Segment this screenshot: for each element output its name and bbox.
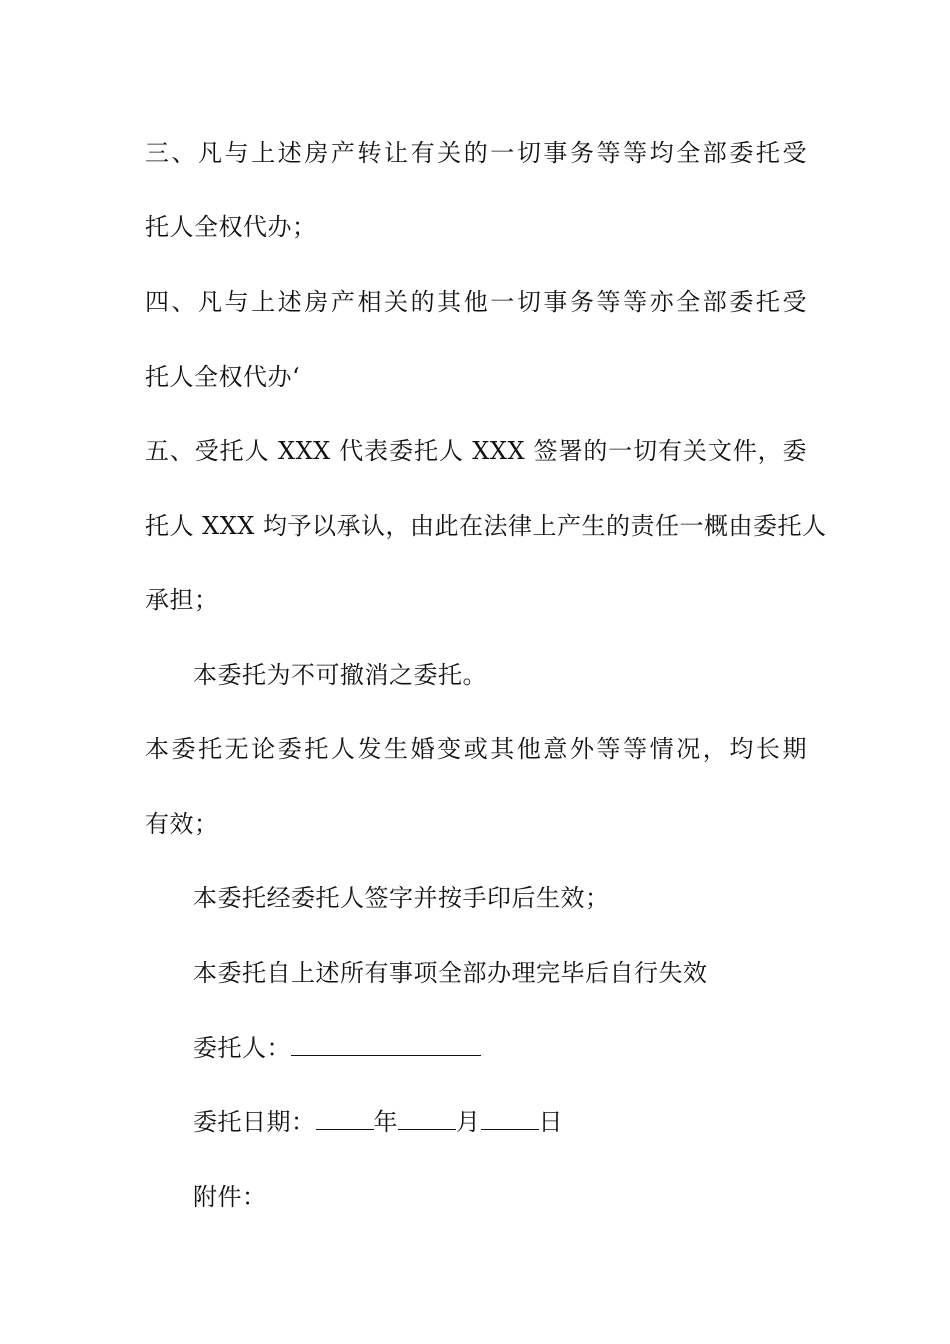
expiry-clause: 本委托自上述所有事项全部办理完毕后自行失效 <box>193 959 708 987</box>
month-blank <box>398 1107 456 1130</box>
validity-clause-line-2: 有效； <box>145 810 219 838</box>
item-3-line-2: 托人全权代办； <box>145 213 317 241</box>
date-label: 委托日期： <box>193 1108 316 1136</box>
year-blank <box>316 1107 374 1130</box>
effective-clause: 本委托经委托人签字并按手印后生效； <box>193 884 610 912</box>
item-5-line-1: 五、受托人 XXX 代表委托人 XXX 签署的一切有关文件，委 <box>145 437 807 465</box>
item-5-line-2: 托人 XXX 均予以承认，由此在法律上产生的责任一概由委托人 <box>145 512 827 540</box>
item-4-line-2: 托人全权代办‘ <box>145 363 301 391</box>
principal-signature-blank <box>291 1033 481 1056</box>
day-label: 日 <box>538 1108 563 1136</box>
principal-label: 委托人： <box>193 1034 291 1062</box>
month-label: 月 <box>456 1108 481 1136</box>
item-4-line-1: 四、凡与上述房产相关的其他一切事务等等亦全部委托受 <box>145 288 807 316</box>
day-blank <box>481 1107 539 1130</box>
item-3-line-1: 三、凡与上述房产转让有关的一切事务等等均全部委托受 <box>145 139 807 167</box>
item-5-line-3: 承担； <box>145 586 219 614</box>
principal-signature-row <box>193 1033 481 1063</box>
date-row <box>193 1107 563 1137</box>
attachment-label: 附件： <box>193 1183 267 1211</box>
irrevocable-clause: 本委托为不可撤消之委托。 <box>193 661 487 689</box>
validity-clause-line-1: 本委托无论委托人发生婚变或其他意外等等情况，均长期 <box>145 735 807 763</box>
year-label: 年 <box>373 1108 398 1136</box>
